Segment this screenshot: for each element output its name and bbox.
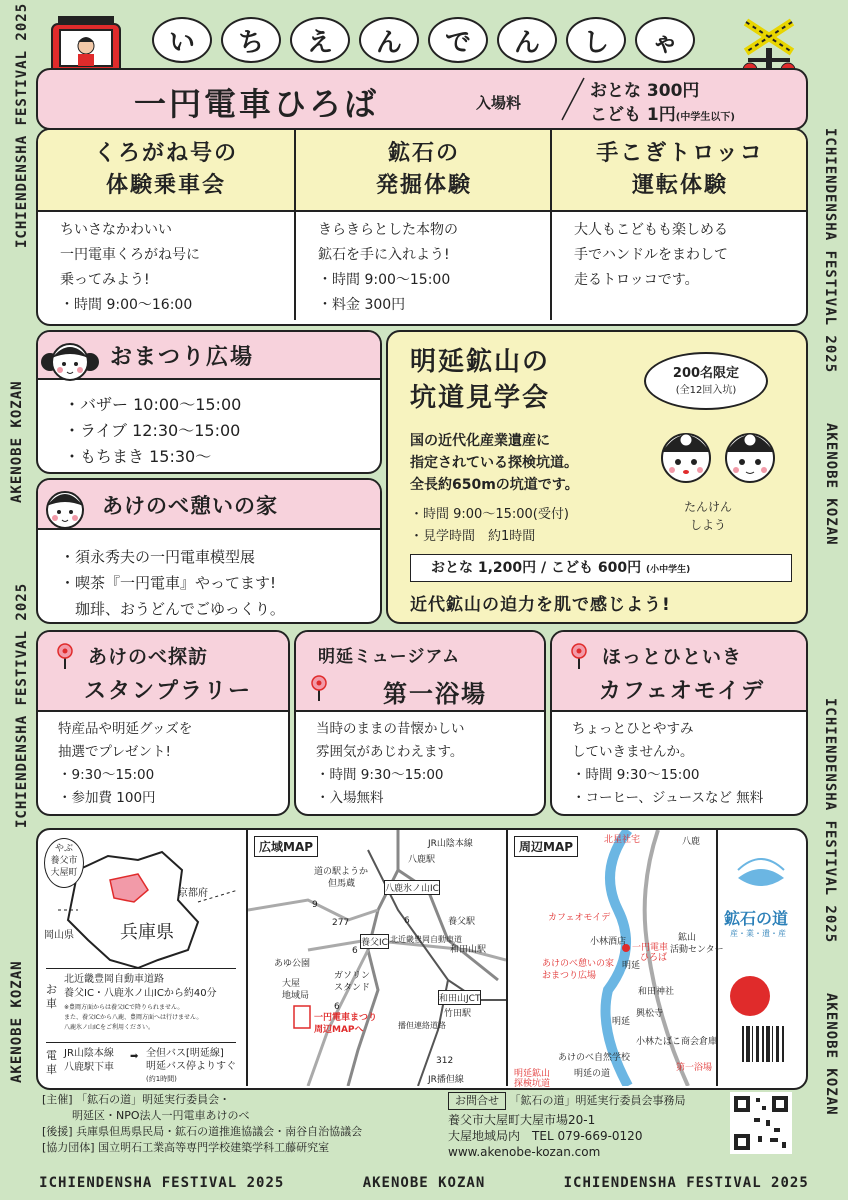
- wide-label: 八鹿駅: [408, 855, 436, 865]
- near-label: 一円電車: [632, 943, 669, 953]
- mine-tour-title-line1: 明延鉱山の: [410, 347, 551, 377]
- wide-label: 養父駅: [448, 917, 476, 927]
- support-label: [後援]: [42, 1125, 73, 1138]
- top-event-body: [318, 218, 458, 318]
- ikoi-line: ・喫茶『一円電車』やってます!: [60, 574, 277, 592]
- top-event-title-line: 発掘体験: [375, 173, 472, 198]
- map-panel: [36, 828, 808, 1090]
- top-events-panel: [36, 128, 808, 326]
- wide-label: 但馬蔵: [328, 879, 356, 889]
- top-event-card: [38, 130, 294, 320]
- mine-tour-price: [410, 554, 792, 582]
- left-side-banner: [0, 0, 30, 1200]
- mine-desc-line: 指定されている探検坑道。: [410, 455, 578, 471]
- pref-label: 兵庫県: [120, 922, 174, 943]
- top-event-title: [552, 138, 808, 202]
- wide-area-map: [248, 830, 508, 1086]
- car-notes: [64, 1003, 202, 1033]
- near-label: 活動センター: [670, 945, 724, 955]
- bottom-event-line: ちょっとひとやすみ: [572, 721, 694, 737]
- route-num: 6: [404, 916, 410, 926]
- side-kozan-text-3: AKENOBE KOZAN: [823, 423, 839, 546]
- bus-line: 明延バス停よりすぐ: [146, 1061, 236, 1072]
- car-note: 八鹿氷ノ山ICをご利用ください。: [64, 1024, 154, 1031]
- route-num: 312: [436, 1056, 454, 1066]
- contact: 「鉱石の道」明延実行委員会事務局: [509, 1094, 686, 1107]
- bottom-event-title-line1: ほっとひといき: [602, 646, 743, 668]
- route-num: 6: [352, 946, 358, 956]
- barcode-logo-icon: [728, 966, 798, 1066]
- mine-slogan: 近代鉱山の迫力を肌で感じよう!: [410, 595, 671, 615]
- mine-price-note: (小中学生): [646, 565, 691, 575]
- coop-label: [協力団体]: [42, 1141, 95, 1154]
- omatsuri-line: ・バザー 10:00〜15:00: [64, 395, 242, 414]
- near-label: 和田神社: [638, 987, 675, 997]
- near-label: あけのべ憩いの家: [542, 959, 615, 969]
- child-price-note: (中学生以下): [675, 112, 735, 123]
- train-line: JR山陰本線: [64, 1048, 114, 1059]
- city-line1: やぶ: [54, 844, 73, 854]
- side-kozan-text-4: AKENOBE KOZAN: [823, 993, 839, 1116]
- top-event-body: [60, 218, 200, 318]
- wide-label: 播但連絡道路: [398, 1021, 446, 1030]
- route-num: 9: [312, 900, 318, 910]
- flower-icon: [308, 674, 330, 702]
- title-char-bubble: ゃ: [635, 17, 695, 63]
- car-note: ※豊岡方面からは養父ICで降りられません。: [64, 1004, 184, 1011]
- bottom-event-line: ・時間 9:30〜15:00: [572, 767, 700, 783]
- top-event-body: [574, 218, 728, 293]
- near-label: おまつり広場: [542, 971, 597, 981]
- top-event-title-line: 鉱石の: [387, 141, 460, 166]
- omatsuri-title: おまつり広場: [110, 345, 255, 370]
- wide-label: 北近畿豊岡自動車道: [390, 935, 462, 944]
- mine-tour-lines: [410, 504, 569, 548]
- near-label: 明延: [612, 1017, 631, 1027]
- near-map-title: 周辺MAP: [514, 836, 578, 857]
- bottom-event-line: 特産品や明延グッズを: [58, 721, 193, 737]
- bottom-festival-text-1: ICHIENDENSHA FESTIVAL 2025: [39, 1175, 285, 1191]
- bottom-event-body: [572, 718, 763, 810]
- wide-label: JR播但線: [428, 1075, 464, 1085]
- ikoi-lines: [44, 534, 301, 624]
- top-event-title-line: 手こぎトロッコ: [596, 141, 764, 166]
- explore-label: [684, 498, 732, 534]
- bottom-event-title-line1: あけのべ探訪: [88, 646, 209, 668]
- wide-label: 一円電車まつり: [314, 1013, 378, 1023]
- city-line3: 大屋町: [50, 868, 78, 878]
- slash-divider: [558, 76, 588, 122]
- top-event-line: ・時間 9:00〜16:00: [60, 297, 193, 313]
- wide-label: 養父IC: [360, 934, 389, 949]
- footer: [36, 1090, 804, 1160]
- bus-line: 全但バス[明延線]: [146, 1048, 224, 1059]
- mine-desc-line: 全長約650mの坑道です。: [410, 477, 579, 493]
- right-side-banner: [818, 0, 848, 1200]
- bottom-festival-text-2: ICHIENDENSHA FESTIVAL 2025: [563, 1175, 809, 1191]
- title-char-bubble: い: [152, 17, 212, 63]
- omatsuri-line: ・もちまき 15:30〜: [64, 447, 212, 466]
- bus-lines: [146, 1047, 236, 1086]
- side-kozan-text-2: AKENOBE KOZAN: [9, 960, 25, 1083]
- limit-badge: [644, 352, 768, 410]
- bottom-kozan-text: AKENOBE KOZAN: [362, 1175, 486, 1191]
- contact-label: お問合せ: [448, 1092, 506, 1110]
- website-link[interactable]: www.akenobe-kozan.com: [448, 1145, 601, 1159]
- wide-label: 道の駅ようか: [314, 867, 369, 877]
- mine-tour-title-line2: 坑道見学会: [410, 383, 551, 413]
- wide-label: 八鹿氷ノ山IC: [384, 880, 440, 895]
- car-label: お車: [46, 983, 57, 1010]
- top-event-title: [296, 138, 552, 202]
- near-label: ひろば: [640, 953, 668, 963]
- wide-label: 竹田駅: [444, 1009, 472, 1019]
- top-event-line: 手でハンドルをまわして: [574, 247, 728, 263]
- bottom-banner: [0, 1166, 848, 1200]
- bottom-event-card: [36, 630, 290, 816]
- near-label: 明延: [622, 961, 641, 971]
- host-label: [主催]: [42, 1093, 73, 1106]
- host: 「鉱石の道」明延実行委員会・: [76, 1093, 231, 1106]
- top-event-line: 大人もこどもも楽しめる: [574, 222, 728, 238]
- near-label: 明延の道: [574, 1069, 611, 1079]
- bottom-event-title-line1: 明延ミュージアム: [318, 647, 461, 667]
- top-event-line: ・料金 300円: [318, 297, 406, 313]
- wide-label: 大屋: [282, 979, 301, 989]
- child-price: こども 1円: [590, 105, 676, 125]
- limit-badge-line2: (全12回入坑): [675, 385, 737, 396]
- bottom-event-title-line2: カフェオモイデ: [598, 679, 766, 704]
- near-label: 鉱山: [678, 933, 697, 943]
- bottom-event-line: ・9:30〜15:00: [58, 767, 155, 783]
- bottom-event-line: していきませんか。: [572, 744, 694, 760]
- title-char-bubble: ん: [359, 17, 419, 63]
- title-char-bubble: ち: [221, 17, 281, 63]
- wide-map-title: 広域MAP: [254, 836, 318, 857]
- title-char-bubble: え: [290, 17, 350, 63]
- ikoi-line: 珈琲、おうどんでごゆっくり。: [60, 600, 285, 618]
- wide-label: 和田山駅: [450, 945, 487, 955]
- bottom-event-card: [550, 630, 808, 816]
- bottom-event-header: [38, 632, 288, 712]
- top-event-line: 鉱石を手に入れよう!: [318, 247, 450, 263]
- bottom-event-body: [316, 718, 465, 810]
- car-line: 北近畿豊岡自動車道路: [64, 974, 164, 985]
- near-area-map: [508, 830, 724, 1089]
- bottom-event-title-line2: 第一浴場: [383, 680, 487, 708]
- top-event-line: 乗ってみよう!: [60, 272, 150, 288]
- car-line: 養父IC・八鹿氷ノ山ICから約40分: [64, 988, 217, 999]
- route-num: 277: [332, 918, 350, 928]
- logo-column: [718, 830, 804, 1086]
- title-char-bubble: で: [428, 17, 488, 63]
- wide-label: あゆ公園: [274, 959, 311, 969]
- logo-sub: 産・業・遺・産: [730, 929, 786, 938]
- near-label: カフェオモイデ: [548, 913, 611, 923]
- wide-label: 周辺MAPへ: [314, 1025, 364, 1035]
- side-festival-text-3: ICHIENDENSHA FESTIVAL 2025: [822, 128, 838, 374]
- car-lines: [64, 973, 217, 1001]
- bottom-event-line: 抽選でプレゼント!: [58, 744, 171, 760]
- support: 兵庫県但馬県民局・鉱石の道推進協議会・南谷自治協議会: [76, 1125, 363, 1138]
- coop: 国立明石工業高等専門学校建築学科工藤研究室: [98, 1141, 330, 1154]
- side-festival-text-2: ICHIENDENSHA FESTIVAL 2025: [14, 582, 30, 828]
- route-num: 6: [334, 1002, 340, 1012]
- top-event-line: ・時間 9:00〜15:00: [318, 272, 451, 288]
- top-event-title-line: 運転体験: [631, 173, 728, 198]
- logo-text: 鉱石の道: [724, 909, 789, 928]
- mine-line: ・時間 9:00〜15:00(受付): [410, 507, 569, 522]
- top-event-card: [294, 130, 552, 320]
- header-banner: [36, 68, 808, 130]
- mine-price: おとな 1,200円 / こども 600円: [431, 560, 642, 576]
- title-char-bubble: ん: [497, 17, 557, 63]
- footer-contact: [448, 1092, 686, 1160]
- omatsuri-lines: [48, 382, 257, 474]
- omatsuri-line: ・ライブ 12:30〜15:00: [64, 421, 241, 440]
- title-char-bubble: し: [566, 17, 626, 63]
- kyoto-label: 京都府: [178, 888, 208, 899]
- bottom-event-title-line2: スタンプラリー: [83, 679, 252, 704]
- side-kozan-text-1: AKENOBE KOZAN: [9, 380, 25, 503]
- child-price-row: [590, 100, 735, 125]
- top-event-line: 一円電車くろがね号に: [60, 247, 200, 263]
- office: 大屋地域局内: [448, 1129, 521, 1143]
- top-event-line: ちいさなかわいい: [60, 222, 172, 238]
- qr-code-icon[interactable]: [730, 1092, 792, 1154]
- near-label: 小林たばこ商会倉庫: [636, 1037, 718, 1047]
- bottom-event-line: ・入場無料: [316, 790, 384, 806]
- footer-organizers: [42, 1092, 362, 1156]
- explore-line1: たんけん: [684, 500, 733, 514]
- mine-tour-title: [410, 344, 550, 416]
- prefecture-map: [38, 830, 248, 1086]
- train-lines: [64, 1047, 114, 1075]
- arrow-right-icon: ➡: [130, 1051, 139, 1062]
- train-label: 電車: [46, 1049, 57, 1076]
- flower-icon: [568, 642, 590, 670]
- car-access: [46, 968, 236, 1041]
- wide-label: 和田山JCT: [438, 990, 481, 1005]
- bottom-event-header: [296, 632, 544, 712]
- side-festival-text-4: ICHIENDENSHA FESTIVAL 2025: [822, 698, 838, 944]
- explore-line2: しよう: [690, 518, 727, 532]
- near-label: 第一浴場: [676, 1063, 713, 1073]
- okayama-label: 岡山県: [44, 930, 74, 941]
- near-label: 興松寺: [636, 1009, 664, 1019]
- near-label: 小林酒店: [590, 937, 627, 947]
- girl-face-icon: [40, 334, 100, 390]
- mine-line: ・見学時間 約1時間: [410, 529, 536, 544]
- wide-label: ガソリン: [334, 971, 371, 981]
- mine-tour-desc: [410, 430, 579, 496]
- near-label: 北星社宅: [604, 835, 641, 845]
- bottom-event-card: [294, 630, 546, 816]
- top-event-card: [550, 130, 808, 320]
- header-title: 一円電車ひろば: [134, 85, 380, 123]
- wide-label: スタンド: [334, 983, 371, 993]
- train-line: 八鹿駅下車: [64, 1062, 114, 1073]
- bottom-event-line: 雰囲気があじわえます。: [316, 744, 464, 760]
- bottom-event-line: 当時のままの昔懐かしい: [316, 721, 465, 737]
- bottom-event-line: ・参加費 100円: [58, 790, 156, 806]
- wide-label: 地域局: [282, 991, 310, 1001]
- bottom-event-header: [552, 632, 806, 712]
- top-event-line: 走るトロッコです。: [574, 272, 699, 288]
- city-badge: [44, 838, 84, 888]
- address: 養父市大屋町大屋市場20-1: [448, 1113, 596, 1127]
- adult-price: おとな 300円: [590, 81, 700, 101]
- train-access: [46, 1042, 236, 1083]
- car-note: また、養父ICから八鹿、豊岡方面へは行けません。: [64, 1014, 203, 1021]
- side-festival-text-1: ICHIENDENSHA FESTIVAL 2025: [14, 2, 30, 248]
- mine-desc-line: 国の近代化産業遺産に: [410, 433, 550, 449]
- limit-badge-line1: 200名限定: [672, 366, 740, 381]
- telephone: TEL 079-669-0120: [532, 1129, 643, 1143]
- bus-line: (約1時間): [146, 1075, 177, 1083]
- bottom-event-line: ・時間 9:30〜15:00: [316, 767, 444, 783]
- top-event-title: [38, 138, 294, 202]
- top-event-title-line: くろがね号の: [93, 141, 238, 166]
- admission-label: 入場料: [476, 94, 522, 112]
- flower-icon: [54, 642, 76, 670]
- bottom-event-body: [58, 718, 192, 810]
- miner-kids-icon: [654, 418, 784, 488]
- city-line2: 養父市: [50, 856, 78, 866]
- top-event-line: きらきらとした本物の: [318, 222, 458, 238]
- ikoi-line: ・須永秀夫の一円電車模型展: [60, 548, 256, 566]
- ikoi-title: あけのべ憩いの家: [102, 494, 278, 518]
- bottom-event-line: ・コーヒー、ジュースなど 無料: [572, 790, 764, 806]
- kouseki-logo-icon: [734, 850, 788, 894]
- near-label: あけのべ自然学校: [558, 1053, 631, 1063]
- top-event-title-line: 体験乗車会: [105, 173, 226, 198]
- near-label: 明延鉱山: [514, 1069, 551, 1079]
- near-label: 探検坑道: [514, 1079, 551, 1089]
- host-line2: 明延区・NPO法人一円電車あけのべ: [72, 1109, 250, 1122]
- near-label: 八鹿: [682, 837, 701, 847]
- boy-face-icon: [40, 484, 90, 534]
- wide-label: JR山陰本線: [428, 839, 473, 849]
